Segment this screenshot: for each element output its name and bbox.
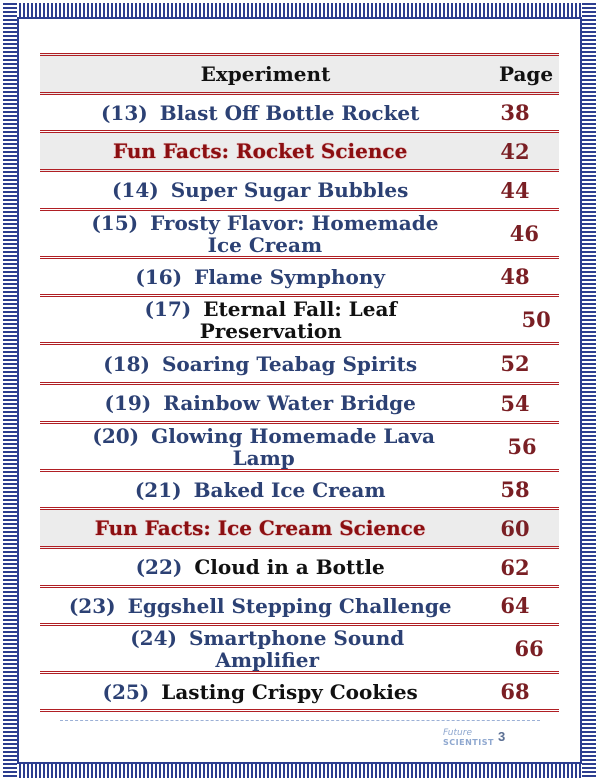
row-title: Fun Facts: Ice Cream Science [94,516,426,540]
table-row[interactable] [40,259,559,297]
row-title: (19) Rainbow Water Bridge [104,391,416,415]
border-left [3,3,17,778]
table-row[interactable] [40,211,559,259]
logo-line1: Future [443,728,472,738]
table-row[interactable] [40,95,559,133]
table-row[interactable] [40,133,559,172]
row-page: 52 [500,351,530,376]
border-top [3,3,596,17]
header-page: Page [498,62,554,86]
row-page: 56 [507,434,537,459]
table-row[interactable] [40,588,559,626]
future-scientist-logo [443,728,493,754]
row-page: 38 [500,100,530,125]
row-title: (24) Smartphone Sound Amplifier [130,625,405,672]
row-title: (15) Frosty Flavor: Homemade Ice Cream [91,210,439,257]
row-title: (17) Eternal Fall: Leaf Preservation [144,296,398,343]
logo-line2: SCIENTIST [443,738,494,747]
contents-table [40,53,559,712]
row-page: 68 [500,679,530,704]
row-title: (22) Cloud in a Bottle [135,555,385,579]
table-row[interactable] [40,172,559,211]
row-page: 66 [514,636,544,661]
table-header [40,53,559,95]
table-row[interactable] [40,297,559,345]
table-row[interactable] [40,510,559,549]
row-page: 60 [500,515,530,541]
row-title: (20) Glowing Homemade Lava Lamp [92,423,435,470]
row-page: 62 [500,554,530,580]
table-row[interactable] [40,549,559,588]
table-row[interactable] [40,674,559,712]
table-row[interactable] [40,626,559,674]
border-bottom [3,764,596,778]
table-row[interactable] [40,385,559,424]
footer-divider [60,720,540,721]
header-experiment: Experiment [200,62,331,86]
row-title: (21) Baked Ice Cream [134,477,386,502]
row-title: Fun Facts: Rocket Science [113,139,408,163]
row-title: (13) Blast Off Bottle Rocket [100,100,420,125]
row-page: 58 [500,477,530,502]
row-page: 50 [521,307,551,332]
row-page: 64 [500,593,530,618]
table-row[interactable] [40,345,559,385]
row-title: (23) Eggshell Stepping Challenge [68,593,452,618]
table-row[interactable] [40,472,559,510]
row-page: 42 [500,138,530,164]
row-page: 54 [500,390,530,416]
row-page: 46 [509,221,539,246]
border-right [582,3,596,778]
row-title: (16) Flame Symphony [135,264,385,289]
table-row[interactable] [40,424,559,472]
row-title: (14) Super Sugar Bubbles [111,178,409,202]
row-title: (18) Soaring Teabag Spirits [103,351,418,376]
row-title: (25) Lasting Crispy Cookies [102,679,418,704]
row-page: 48 [500,264,530,289]
row-page: 44 [500,177,530,203]
page-number: 3 [498,729,506,744]
